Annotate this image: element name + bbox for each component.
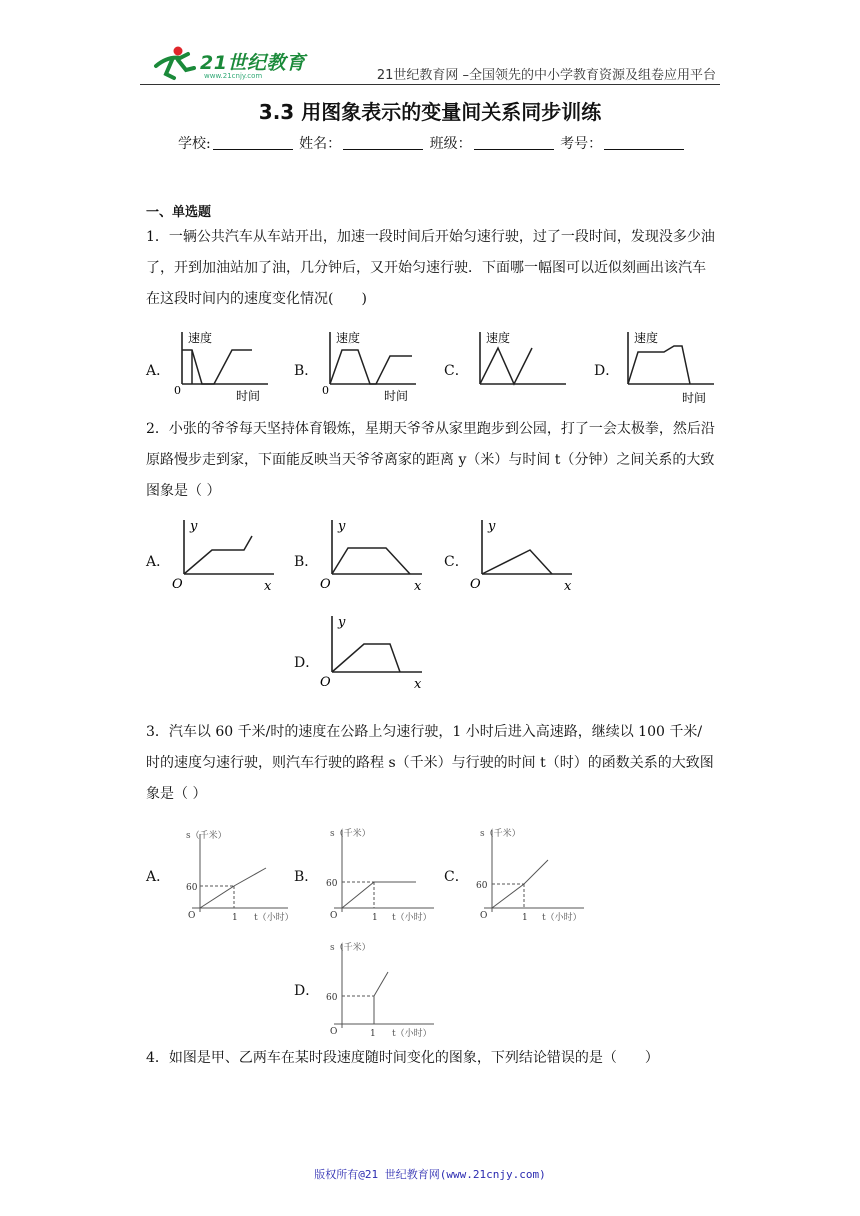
exam-no-blank[interactable]: [604, 135, 684, 150]
q1-option-c[interactable]: C．: [444, 363, 469, 379]
logo-text: 21世纪教育: [200, 52, 306, 74]
q1-graph-c: [470, 328, 570, 404]
q3-d-y-label: s（千米）: [330, 943, 371, 953]
q3-a-y-label: s（千米）: [186, 831, 227, 841]
page-footer: 版权所有@21 世纪教育网(www.21cnjy.com): [314, 1168, 546, 1181]
header-slogan: 21世纪教育网 –全国领先的中小学教育资源及组卷应用平台: [376, 68, 716, 83]
q2-c-origin: O: [470, 577, 481, 592]
q3-c-y-label: s（千米）: [480, 829, 521, 839]
q2-option-a[interactable]: A．: [146, 554, 171, 570]
page-header: [140, 40, 720, 86]
q3-graph-a: [176, 828, 296, 924]
q1-option-d[interactable]: D．: [594, 363, 620, 379]
q3-option-b[interactable]: B．: [294, 869, 319, 885]
q3-d-x-tick: 1: [370, 1029, 376, 1039]
q1-b-y-label: 速度: [336, 331, 361, 345]
q2-c-x-label: x: [564, 579, 572, 594]
q2-graph-c: [468, 518, 578, 594]
q3-a-x-tick: 1: [232, 913, 238, 923]
q1-a-y-label: 速度: [188, 331, 213, 345]
q2-option-d[interactable]: D．: [294, 655, 320, 671]
student-info-row: [178, 133, 686, 153]
class-label: 班级：: [429, 136, 472, 152]
q2-d-y-label: y: [338, 615, 346, 630]
q3-graph-d: [322, 938, 442, 1039]
name-blank[interactable]: [343, 135, 423, 150]
name-label: 姓名：: [299, 136, 342, 152]
q3-a-y-tick: 60: [186, 883, 198, 893]
site-logo: [148, 44, 308, 84]
question-4: [146, 1043, 716, 1074]
runner-logo-icon: [148, 44, 198, 82]
question-1: [146, 222, 716, 315]
question-number: 3．: [146, 724, 169, 740]
exam-no-label: 考号：: [560, 136, 603, 152]
q3-b-y-label: s（千米）: [330, 829, 371, 839]
q2-a-x-label: x: [264, 579, 272, 594]
q2-option-b[interactable]: B．: [294, 554, 319, 570]
question-text: 如图是甲、乙两车在某时段速度随时间变化的图象，下列结论错误的是（ ）: [168, 1050, 659, 1066]
q1-b-origin: 0: [322, 384, 329, 397]
q3-b-x-tick: 1: [372, 913, 378, 923]
q3-c-x-tick: 1: [522, 913, 528, 923]
question-number: 2．: [146, 421, 169, 437]
q3-c-y-tick: 60: [476, 881, 488, 891]
q1-d-y-label: 速度: [634, 331, 659, 345]
q2-b-x-label: x: [414, 579, 422, 594]
question-number: 1．: [146, 229, 169, 245]
q3-option-d[interactable]: D．: [294, 983, 320, 999]
q1-d-x-label: 时间: [682, 391, 707, 405]
q3-graph-b: [322, 824, 442, 923]
q2-b-origin: O: [320, 577, 331, 592]
q3-option-c[interactable]: C．: [444, 869, 469, 885]
q3-graph-c: [472, 824, 592, 923]
q3-b-origin: O: [330, 911, 338, 921]
question-2: [146, 414, 716, 507]
q2-b-y-label: y: [338, 519, 346, 534]
q1-c-y-label: 速度: [486, 331, 511, 345]
header-divider: [140, 84, 720, 85]
q1-b-x-label: 时间: [384, 389, 409, 403]
q2-graph-d: [318, 614, 428, 692]
q3-c-x-label: t（小时）: [542, 913, 582, 923]
q3-c-origin: O: [480, 911, 488, 921]
school-label: 学校:: [178, 136, 211, 152]
school-blank[interactable]: [213, 135, 293, 150]
q1-graph-d: [618, 328, 718, 404]
q1-option-b[interactable]: B．: [294, 363, 319, 379]
q1-graph-b: [320, 328, 420, 404]
q2-a-y-label: y: [190, 519, 198, 534]
q1-a-origin: 0: [174, 384, 181, 397]
q1-a-x-label: 时间: [236, 389, 261, 403]
q2-c-y-label: y: [488, 519, 496, 534]
q2-d-origin: O: [320, 675, 331, 690]
q1-graph-a: [172, 328, 272, 404]
q1-option-a[interactable]: A．: [146, 363, 171, 379]
page-title: 3.3 用图象表示的变量间关系同步训练: [258, 100, 602, 124]
question-text: 小张的爷爷每天坚持体育锻炼，星期天爷爷从家里跑步到公园，打了一会太极拳，然后沿原路慢步走到家，下面能反映当天爷爷离家的距离 y（米）与时间 t（分钟）之间关系的大致图象是（ ）: [146, 421, 715, 499]
question-number: 4．: [146, 1050, 169, 1066]
logo-url: www.21cnjy.com: [204, 72, 263, 80]
q3-option-a[interactable]: A．: [146, 869, 171, 885]
q3-d-x-label: t（小时）: [392, 1029, 432, 1039]
q3-d-y-tick: 60: [326, 993, 338, 1003]
q2-graph-a: [170, 518, 280, 594]
question-3: [146, 717, 716, 810]
q3-a-x-label: t（小时）: [254, 913, 294, 923]
question-text: 汽车以 60 千米/时的速度在公路上匀速行驶，1 小时后进入高速路，继续以 100 千米/时的速度匀速行驶，则汽车行驶的路程 s（千米）与行驶的时间 t（时）的函数关系的大致图象是（ ）: [146, 724, 714, 802]
q2-option-c[interactable]: C．: [444, 554, 469, 570]
q2-a-origin: O: [172, 577, 183, 592]
q3-a-origin: O: [188, 911, 196, 921]
section-heading: 一、单选题: [146, 205, 212, 220]
question-text: 一辆公共汽车从车站开出，加速一段时间后开始匀速行驶，过了一段时间，发现没多少油了，开到加油站加了油，几分钟后，又开始匀速行驶．下面哪一幅图可以近似刻画出该汽车在这段时间内的速度变化情况( ): [146, 229, 715, 307]
q3-b-y-tick: 60: [326, 879, 338, 889]
q2-d-x-label: x: [414, 677, 422, 692]
q2-graph-b: [318, 518, 428, 594]
class-blank[interactable]: [474, 135, 554, 150]
q3-d-origin: O: [330, 1027, 338, 1037]
q3-b-x-label: t（小时）: [392, 913, 432, 923]
